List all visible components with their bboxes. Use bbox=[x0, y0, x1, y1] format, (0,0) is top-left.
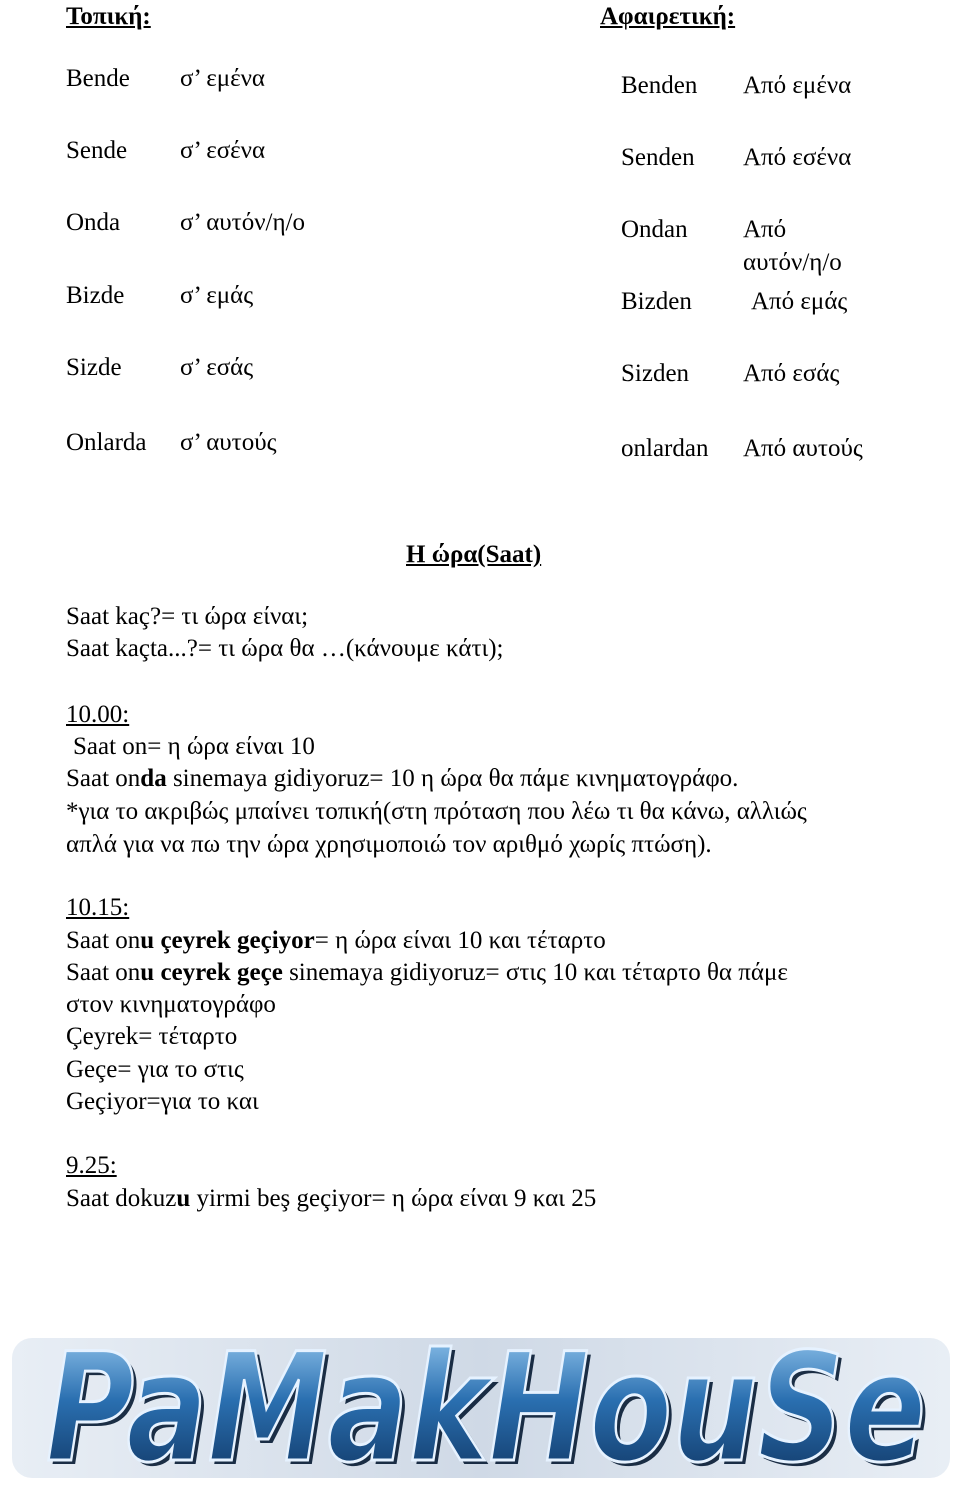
list-item: σ’ αυτόν/η/ο bbox=[180, 209, 305, 236]
list-item: Από εμένα bbox=[743, 72, 852, 99]
locative-heading: Τοπική: bbox=[66, 3, 151, 30]
list-item: αυτόν/η/ο bbox=[743, 249, 842, 276]
example-line: Geçiyor=για το και bbox=[66, 1088, 259, 1115]
example-line: Saat onu çeyrek geçiyor= η ώρα είναι 10 και τέταρτο bbox=[66, 927, 606, 954]
list-item: Από εσάς bbox=[743, 360, 840, 387]
list-item: σ’ εσάς bbox=[180, 354, 254, 381]
list-item: Onlarda bbox=[66, 429, 147, 456]
list-item: Ondan bbox=[621, 216, 688, 243]
list-item: σ’ εμάς bbox=[180, 282, 254, 309]
list-item: σ’ εμένα bbox=[180, 65, 265, 92]
list-item: Bende bbox=[66, 65, 130, 92]
list-item: Από αυτούς bbox=[743, 435, 863, 462]
ablative-heading: Αφαιρετική: bbox=[600, 3, 736, 30]
example-label: 9.25: bbox=[66, 1152, 117, 1179]
list-item: Benden bbox=[621, 72, 698, 99]
example-line: Çeyrek= τέταρτο bbox=[66, 1023, 238, 1050]
list-item: Από εσένα bbox=[743, 144, 852, 171]
list-item: Από bbox=[743, 216, 787, 243]
list-item: Bizde bbox=[66, 282, 125, 309]
example-label: 10.15: bbox=[66, 894, 130, 921]
example-line: Saat on= η ώρα είναι 10 bbox=[73, 733, 315, 760]
list-item: σ’ αυτούς bbox=[180, 429, 277, 456]
list-item: Sende bbox=[66, 137, 128, 164]
list-item: Sizde bbox=[66, 354, 122, 381]
example-line: Geçe= για το στις bbox=[66, 1056, 244, 1083]
list-item: σ’ εσένα bbox=[180, 137, 266, 164]
example-line: Saat onda sinemaya gidiyoruz= 10 η ώρα θα πάμε κινηματογράφο. bbox=[66, 765, 739, 792]
list-item: Από εμάς bbox=[751, 288, 848, 315]
note-line: απλά για να πω την ώρα χρησιμοποιώ τον αριθμό χωρίς πτώση). bbox=[66, 831, 712, 858]
note-line: *για το ακριβώς μπαίνει τοπική(στη πρόταση που λέω τι θα κάνω, αλλιώς bbox=[66, 798, 807, 825]
list-item: onlardan bbox=[621, 435, 709, 462]
example-line: στον κινηματογράφο bbox=[66, 991, 276, 1018]
time-heading: Η ώρα(Saat) bbox=[406, 541, 542, 568]
logo-shadow: PaMakHouSe bbox=[50, 1326, 930, 1500]
list-item: Bizden bbox=[621, 288, 692, 315]
pamakhouse-logo bbox=[12, 1318, 950, 1500]
list-item: Sizden bbox=[621, 360, 690, 387]
example-line: Saat dokuzu yirmi beş geçiyor= η ώρα είναι 9 και 25 bbox=[66, 1185, 597, 1212]
intro-line: Saat kaçta...?= τι ώρα θα …(κάνουμε κάτι); bbox=[66, 635, 504, 662]
list-item: Onda bbox=[66, 209, 121, 236]
example-line: Saat onu ceyrek geçe sinemaya gidiyoruz= στις 10 και τέταρτο θα πάμε bbox=[66, 959, 788, 986]
intro-line: Saat kaç?= τι ώρα είναι; bbox=[66, 603, 309, 630]
list-item: Senden bbox=[621, 144, 695, 171]
logo-text: PaMakHouSe bbox=[46, 1322, 926, 1496]
example-label: 10.00: bbox=[66, 701, 130, 728]
